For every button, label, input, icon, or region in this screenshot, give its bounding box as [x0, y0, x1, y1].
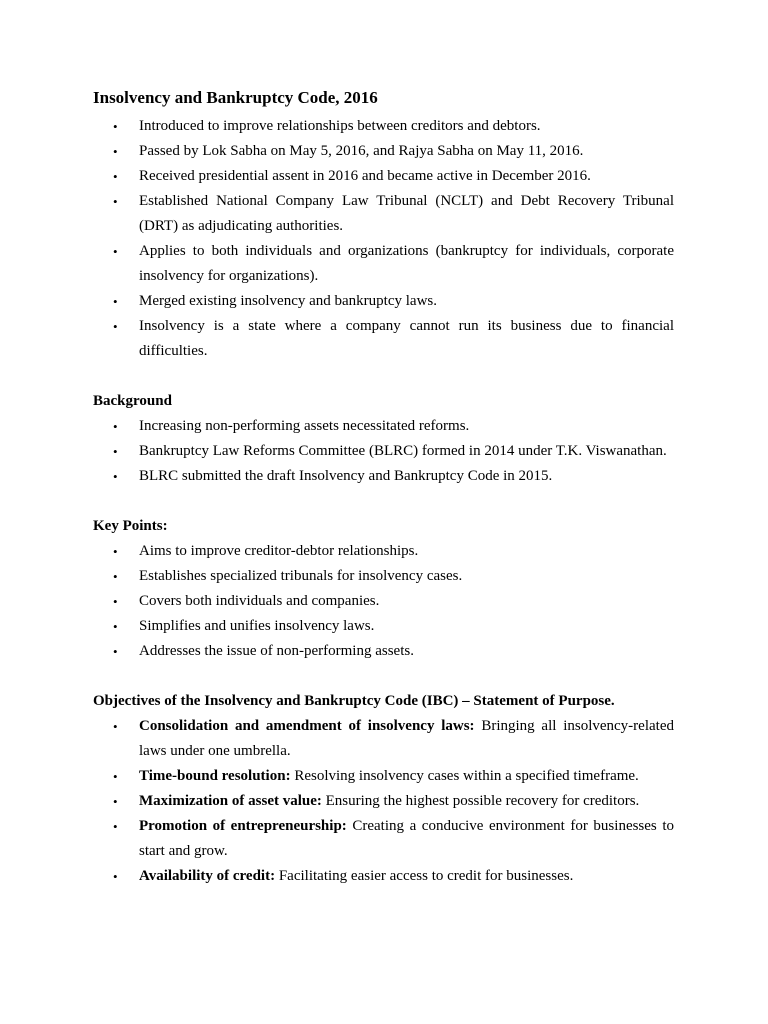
key-points-list [93, 539, 674, 664]
intro-list [93, 114, 674, 364]
spacer [93, 364, 674, 389]
list-item [93, 864, 674, 889]
objective-lead: Promotion of entrepreneurship: [139, 818, 347, 834]
list-item: • Establishes specialized tribunals for insolvency cases. [93, 564, 674, 589]
bullet-icon: • [113, 544, 118, 559]
bullet-icon: • [113, 644, 118, 659]
bullet-icon: • [113, 144, 118, 159]
objective-text: Creating a conducive environment for businesses to start and grow. [139, 818, 674, 859]
spacer [93, 489, 674, 514]
bullet-icon: • [113, 194, 118, 209]
document-title: Insolvency and Bankruptcy Code, 2016 [93, 88, 378, 107]
bullet-icon: • [113, 169, 118, 184]
objectives-list [93, 714, 674, 889]
key-points-heading: Key Points: [93, 518, 168, 534]
list-item: • BLRC submitted the draft Insolvency and Bankruptcy Code in 2015. [93, 464, 674, 489]
bullet-icon: • [113, 444, 118, 459]
bullet-icon: • [113, 569, 118, 584]
document-content [93, 88, 674, 889]
list-item: • Established National Company Law Tribunal (NCLT) and Debt Recovery Tribunal (DRT) as adjudicating authorities. [93, 189, 674, 239]
list-item: • Bankruptcy Law Reforms Committee (BLRC) formed in 2014 under T.K. Viswanathan. [93, 439, 674, 464]
list-item [93, 814, 674, 864]
objectives-heading: Objectives of the Insolvency and Bankruptcy Code (IBC) – Statement of Purpose. [93, 693, 615, 709]
bullet-icon: • [113, 119, 118, 134]
bullet-icon: • [113, 469, 118, 484]
bullet-icon: • [113, 319, 118, 334]
bullet-icon: • [113, 419, 118, 434]
bullet-icon: • [113, 244, 118, 259]
list-item: • Aims to improve creditor-debtor relationships. [93, 539, 674, 564]
bullet-icon: • [113, 794, 118, 809]
list-item [93, 714, 674, 764]
objective-text: Ensuring the highest possible recovery for creditors. [321, 793, 640, 809]
objective-lead: Time-bound resolution: [139, 768, 291, 784]
list-item [93, 789, 674, 814]
background-heading: Background [93, 393, 172, 409]
objective-text: Resolving insolvency cases within a specified timeframe. [290, 768, 639, 784]
list-item: • Merged existing insolvency and bankruptcy laws. [93, 289, 674, 314]
list-item: • Applies to both individuals and organizations (bankruptcy for individuals, corporate insolvency for organizations). [93, 239, 674, 289]
list-item: • Increasing non-performing assets necessitated reforms. [93, 414, 674, 439]
list-item: • Introduced to improve relationships between creditors and debtors. [93, 114, 674, 139]
list-item: • Simplifies and unifies insolvency laws. [93, 614, 674, 639]
list-item: • Covers both individuals and companies. [93, 589, 674, 614]
objective-text: Facilitating easier access to credit for businesses. [275, 868, 574, 884]
objective-lead: Maximization of asset value: [139, 793, 322, 809]
objective-lead: Availability of credit: [139, 868, 276, 884]
list-item [93, 764, 674, 789]
bullet-icon: • [113, 819, 118, 834]
bullet-icon: • [113, 769, 118, 784]
objective-lead: Consolidation and amendment of insolvency laws: [139, 718, 475, 734]
background-list [93, 414, 674, 489]
list-item: • Addresses the issue of non-performing assets. [93, 639, 674, 664]
bullet-icon: • [113, 594, 118, 609]
list-item: • Passed by Lok Sabha on May 5, 2016, and Rajya Sabha on May 11, 2016. [93, 139, 674, 164]
bullet-icon: • [113, 294, 118, 309]
list-item: • Received presidential assent in 2016 and became active in December 2016. [93, 164, 674, 189]
bullet-icon: • [113, 719, 118, 734]
list-item: • Insolvency is a state where a company cannot run its business due to financial difficulties. [93, 314, 674, 364]
objective-text: Bringing all insolvency-related laws under one umbrella. [139, 718, 674, 759]
bullet-icon: • [113, 869, 118, 884]
bullet-icon: • [113, 619, 118, 634]
spacer [93, 664, 674, 689]
